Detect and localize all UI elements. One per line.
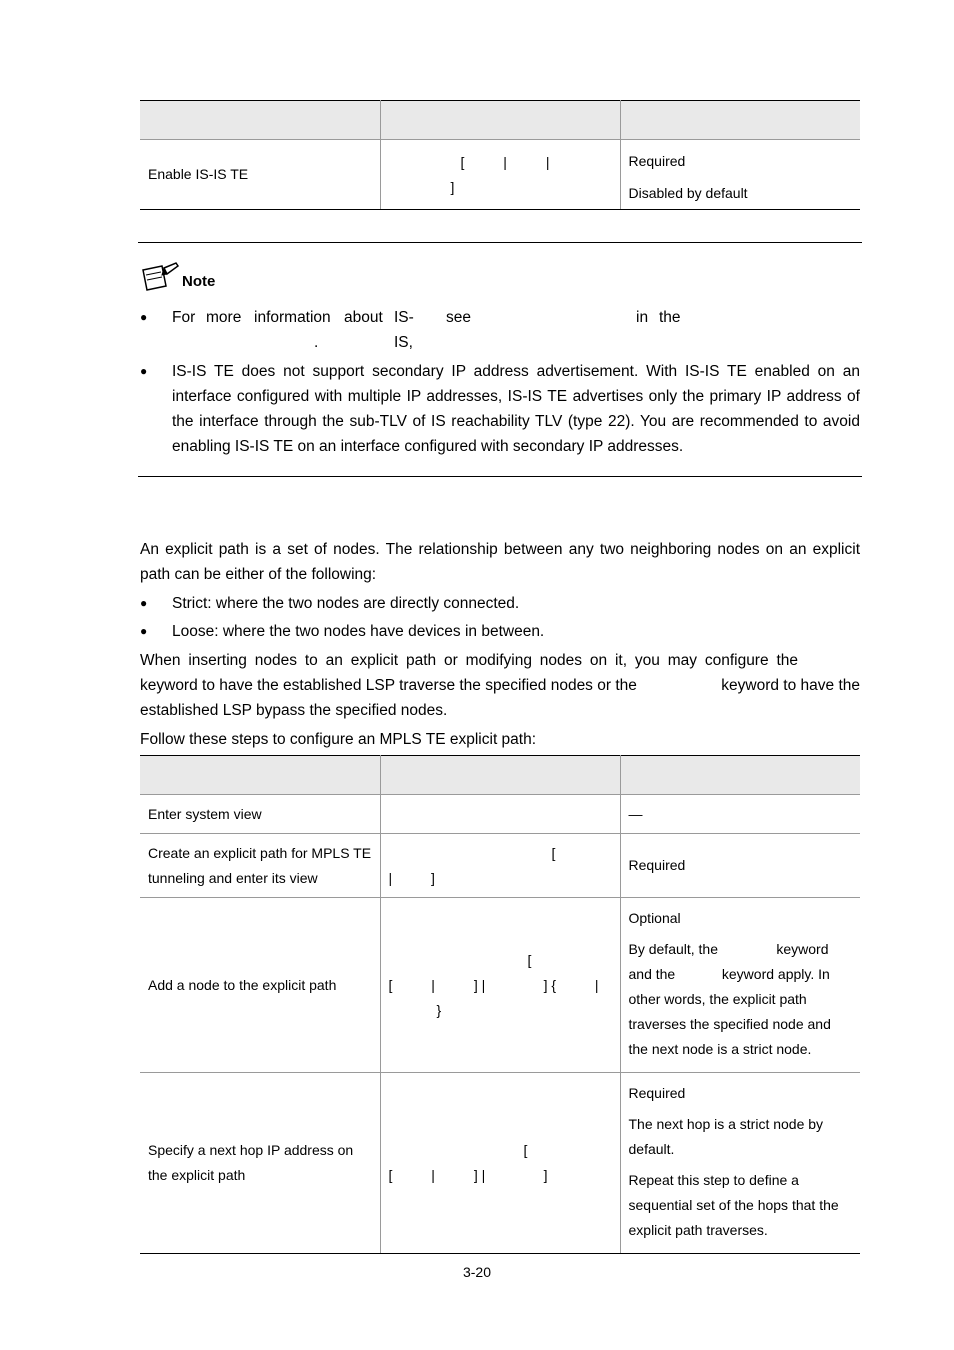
remark-text: Optional	[628, 910, 681, 926]
header-cell-command	[380, 756, 620, 795]
remarks-cell: —	[620, 795, 860, 834]
command-line: [	[551, 844, 556, 861]
note-top-rule	[138, 242, 862, 243]
note-title: Note	[182, 273, 216, 290]
header-cell-task	[140, 101, 380, 140]
bullet-dot: ●	[140, 624, 148, 638]
bullet-dot: ●	[140, 364, 148, 378]
command-line: | ]	[388, 869, 435, 886]
remark-text: By default, the keyword and the keyword apply. In other words, the explicit path traverses the specified node and the next node is a strict node.	[628, 941, 835, 1057]
table-row	[140, 795, 860, 834]
explicit-bullet-strict	[140, 591, 860, 616]
header-cell-task	[140, 756, 380, 795]
remark-text: Required	[628, 1085, 686, 1101]
command-cell	[380, 795, 620, 834]
remarks-cell	[620, 140, 860, 210]
word: For	[172, 309, 196, 326]
table-row	[140, 834, 860, 898]
bullet-dot: ●	[140, 596, 148, 610]
command-cell	[380, 1073, 620, 1254]
command-cell	[380, 140, 620, 210]
remark-text: The next hop is a strict node by default.	[628, 1116, 824, 1157]
bullet-dot: ●	[140, 310, 148, 324]
command-line: [	[523, 1142, 528, 1158]
word: IS-IS,	[394, 309, 414, 351]
remark-text: Required	[628, 152, 686, 169]
paragraph-line: When inserting nodes to an explicit path or modifying nodes on it, you may configure the	[140, 652, 798, 669]
command-line: [ | ] | ]	[388, 1167, 548, 1183]
header-cell-remarks	[620, 101, 860, 140]
word: information	[254, 309, 331, 326]
word: the	[659, 309, 681, 326]
note-bullet-2-text: IS-IS TE does not support secondary IP address advertisement. With IS-IS TE enabled on an interface configured with multiple IP addresses, IS-IS TE advertises only the primary IP address of the interface through the sub-TLV of IS reachability TLV (type 22). You are recommended to avoid enabling IS-IS TE on an interface configured with secondary IP addresses.	[172, 363, 860, 455]
word: see	[446, 309, 471, 326]
remark-text: Disabled by default	[628, 184, 748, 201]
header-cell-command	[380, 101, 620, 140]
steps-intro: Follow these steps to configure an MPLS TE explicit path:	[140, 731, 537, 748]
word: in	[636, 309, 649, 326]
command-line: [ | ] | ] { |	[388, 976, 599, 993]
word: about	[344, 309, 383, 326]
note-bullet-2	[140, 359, 860, 459]
is-is-te-table	[140, 100, 860, 210]
note-icon	[140, 262, 180, 292]
table-row	[140, 140, 860, 210]
task-cell: Enable IS-IS TE	[140, 140, 380, 210]
remark-text: Repeat this step to define a sequential set of the hops that the explicit path traverses.	[628, 1172, 839, 1238]
task-cell: Create an explicit path for MPLS TE tunneling and enter its view	[140, 834, 380, 898]
explicit-path-paragraph: An explicit path is a set of nodes. The relationship between any two neighboring nodes on an explicit path can be either of the following:	[140, 541, 860, 583]
table-row	[140, 898, 860, 1073]
remarks-cell	[620, 898, 860, 1073]
command-line: [ | |	[460, 153, 550, 170]
task-cell: Enter system view	[140, 795, 380, 834]
command-cell	[380, 834, 620, 898]
word: more	[206, 309, 242, 326]
command-line: }	[436, 1001, 442, 1018]
task-cell: Specify a next hop IP address on the explicit path	[140, 1073, 380, 1254]
note-pencil-icon	[140, 262, 180, 292]
command-cell	[380, 898, 620, 1073]
header-cell-remarks	[620, 756, 860, 795]
note-bullet-1	[140, 305, 860, 355]
remarks-cell: Required	[620, 834, 860, 898]
bullet-text: Loose: where the two nodes have devices in between.	[172, 623, 545, 640]
explicit-bullet-loose	[140, 619, 860, 644]
note-bottom-rule	[138, 476, 862, 477]
remarks-cell	[620, 1073, 860, 1254]
table-row	[140, 1073, 860, 1254]
table-header-row	[140, 101, 860, 140]
task-cell: Add a node to the explicit path	[140, 898, 380, 1073]
page-number: 3-20	[462, 1264, 492, 1280]
explicit-path-table	[140, 755, 860, 1254]
command-line: ]	[450, 178, 455, 195]
note-bullet-1-line2: .	[314, 334, 319, 351]
bullet-text: Strict: where the two nodes are directly connected.	[172, 595, 520, 612]
table-header-row	[140, 756, 860, 795]
command-line: [	[527, 951, 532, 968]
paragraph-line: keyword to have the established LSP traverse the specified nodes or the	[140, 677, 637, 694]
paragraph-line: keyword to have the	[721, 677, 860, 694]
paragraph-line: established LSP bypass the specified nodes.	[140, 702, 448, 719]
insert-nodes-paragraph	[140, 648, 860, 723]
